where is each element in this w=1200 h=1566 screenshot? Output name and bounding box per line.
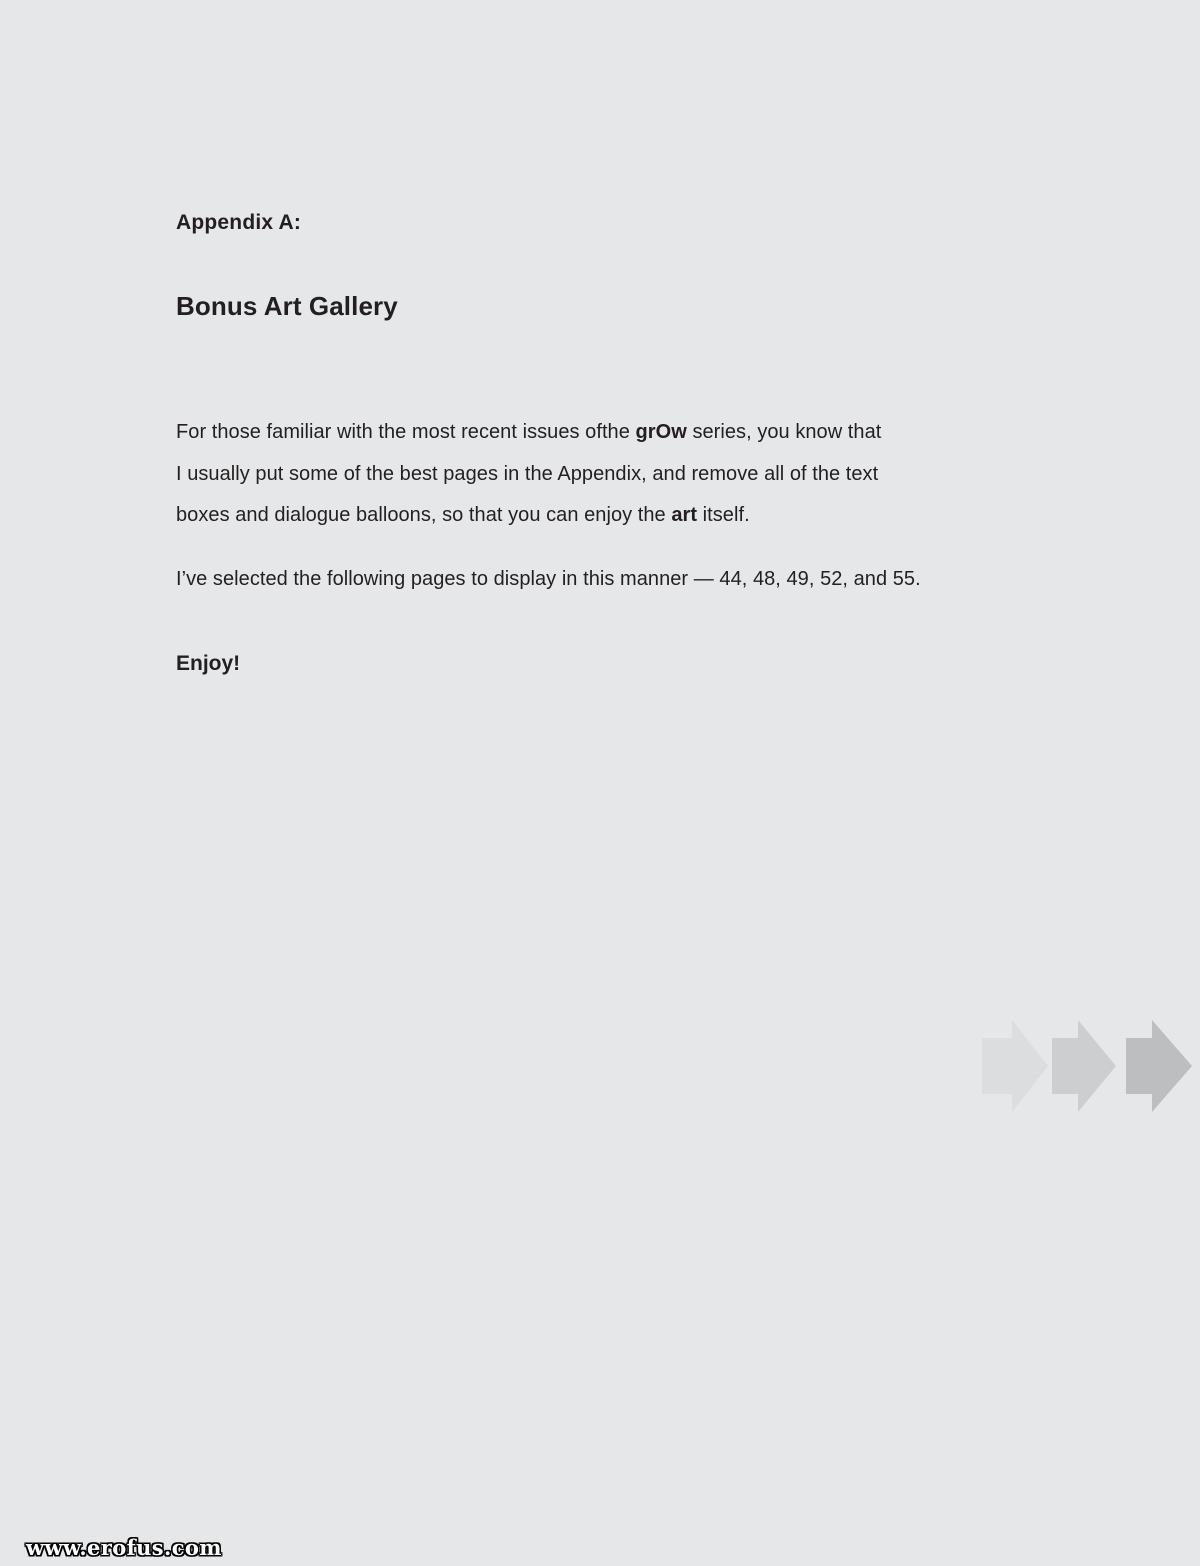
- text-segment: For those familiar with the most recent issues ofthe: [176, 421, 636, 443]
- series-name: grOw: [635, 421, 687, 443]
- text-segment: series, you know that: [686, 421, 882, 443]
- arrow-right-icon: [1126, 1020, 1192, 1112]
- appendix-label: Appendix A:: [176, 211, 302, 234]
- section-title: Bonus Art Gallery: [176, 291, 398, 321]
- paragraph-line-3: [176, 495, 1036, 537]
- paragraph-line-2: I usually put some of the best pages in the Appendix, and remove all of the text: [176, 462, 879, 485]
- closing-text: Enjoy!: [176, 652, 241, 675]
- arrow-right-icon: [1052, 1020, 1116, 1112]
- next-arrows-decoration: [982, 1020, 1194, 1112]
- selected-pages-text: I’ve selected the following pages to display in this manner — 44, 48, 49, 52, and 55.: [176, 568, 921, 590]
- text-segment: itself.: [697, 504, 750, 526]
- intro-paragraph: [176, 412, 1036, 537]
- watermark-text: www.erofus.com: [26, 1535, 222, 1560]
- art-emphasis: art: [671, 504, 698, 526]
- arrow-right-icon: [982, 1020, 1048, 1112]
- text-segment: boxes and dialogue balloons, so that you can enjoy the: [176, 504, 672, 526]
- paragraph-line-1: [176, 412, 1036, 454]
